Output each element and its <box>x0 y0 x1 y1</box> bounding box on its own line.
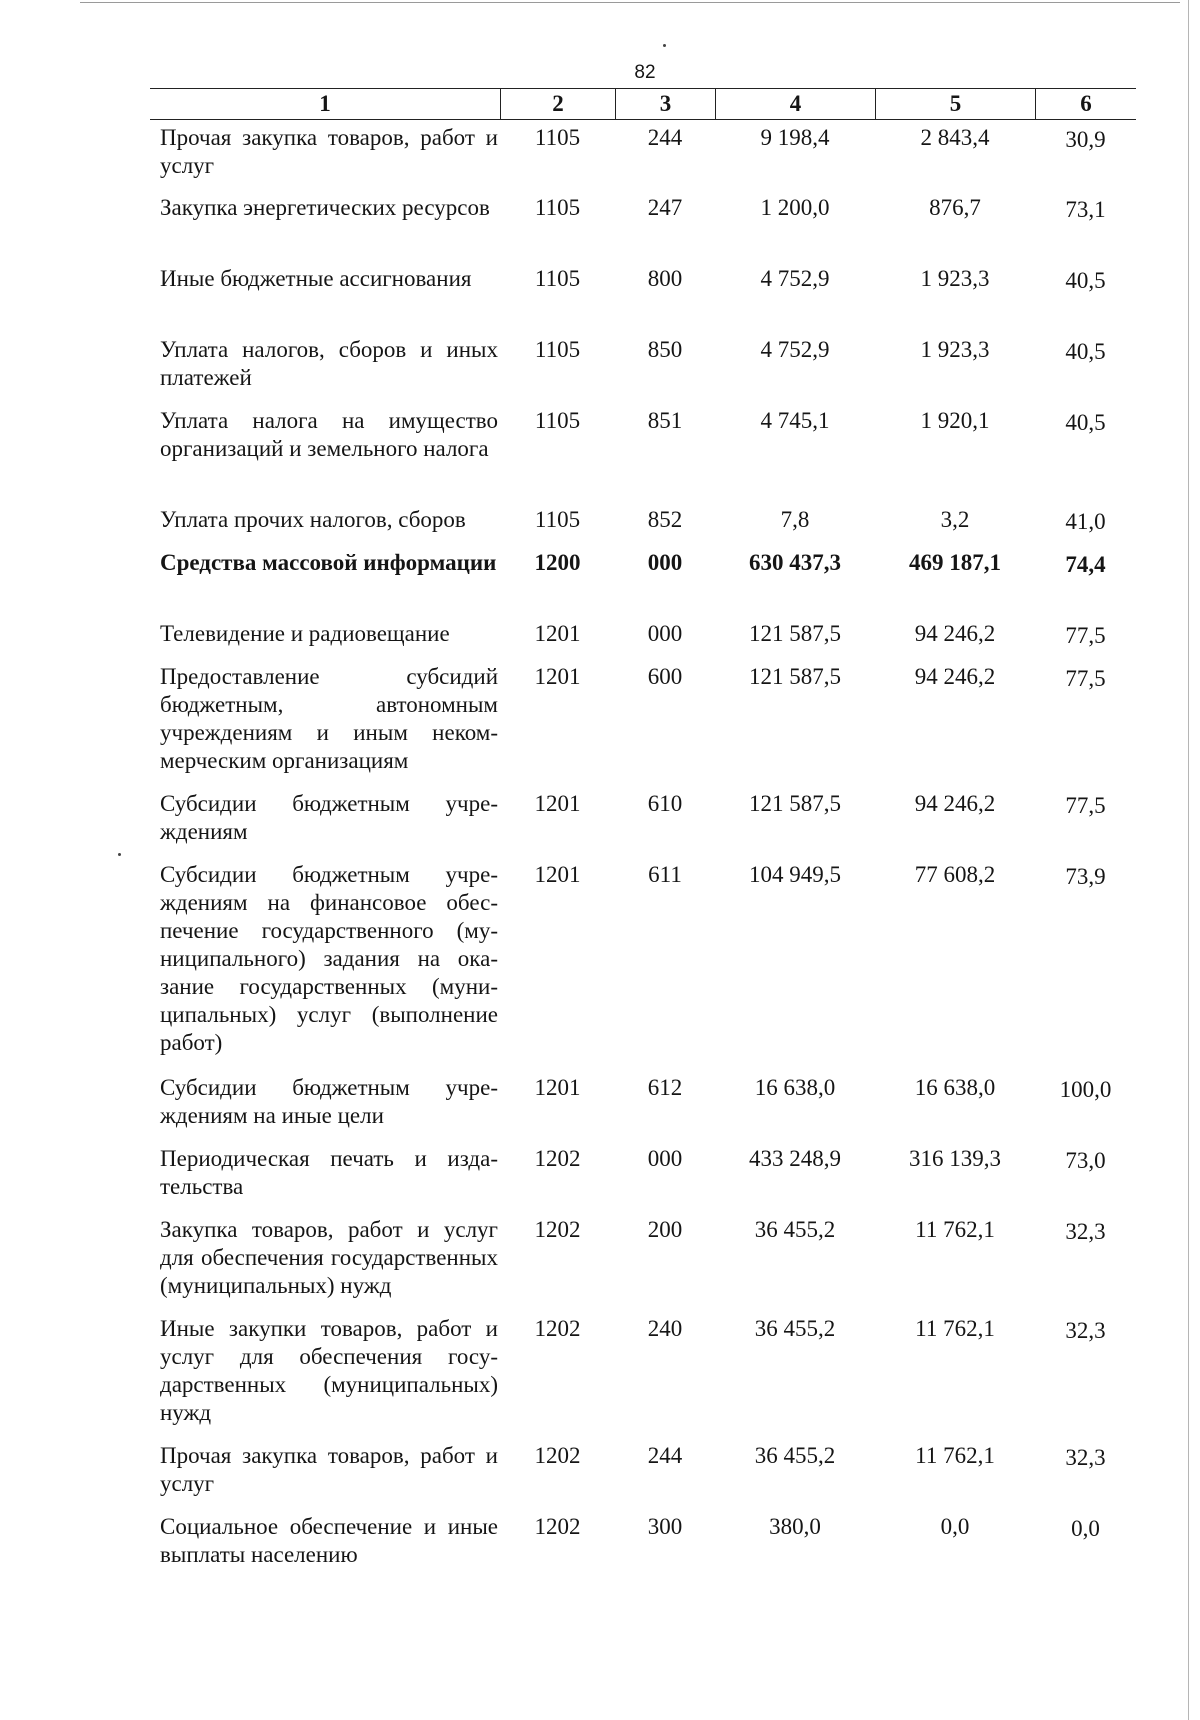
row-actual-amount: 94 246,2 <box>914 664 996 689</box>
row-percent: 74,4 <box>1065 552 1106 577</box>
row-plan-amount: 121 587,5 <box>749 791 841 816</box>
row-section-code: 1105 <box>534 507 581 532</box>
row-expense-type: 611 <box>648 862 682 887</box>
row-plan-amount: 36 455,2 <box>754 1443 836 1468</box>
row-percent: 32,3 <box>1065 1445 1106 1470</box>
row-section-code: 1201 <box>534 664 581 689</box>
row-percent: 0,0 <box>1071 1516 1100 1541</box>
row-section-code: 1201 <box>534 791 581 816</box>
row-actual-amount: 3,2 <box>940 507 970 532</box>
row-actual-amount: 1 920,1 <box>920 408 990 433</box>
row-plan-amount: 9 198,4 <box>760 125 830 150</box>
row-plan-amount: 121 587,5 <box>749 621 841 646</box>
row-expense-type: 240 <box>647 1316 683 1341</box>
row-name: Предоставление субсидий бюджетным, автономным учреждениям и иным некоммерческим организациям <box>160 664 498 773</box>
row-percent: 40,5 <box>1065 268 1106 293</box>
row-name: Иные закупки товаров, работ и услуг для обеспечения государственных (муниципальных) нужд <box>160 1316 498 1425</box>
row-actual-amount: 316 139,3 <box>909 1146 1001 1171</box>
row-actual-amount: 11 762,1 <box>915 1217 995 1242</box>
row-plan-amount: 4 745,1 <box>760 408 830 433</box>
row-percent: 32,3 <box>1065 1318 1106 1343</box>
row-actual-amount: 469 187,1 <box>909 550 1001 575</box>
row-name: Субсидии бюджетным учреждениям <box>160 791 498 844</box>
row-name: Уплата прочих налогов, сборов <box>160 507 466 532</box>
budget-table <box>150 88 1136 1567</box>
row-expense-type: 000 <box>647 550 683 575</box>
row-percent: 77,5 <box>1065 793 1106 818</box>
row-section-code: 1105 <box>534 266 581 291</box>
row-percent: 32,3 <box>1065 1219 1106 1244</box>
row-name: Уплата налога на имущество организаций и земельного налога <box>160 408 498 461</box>
row-percent: 100,0 <box>1059 1077 1112 1102</box>
row-expense-type: 200 <box>647 1217 683 1242</box>
row-percent: 77,5 <box>1065 666 1106 691</box>
row-expense-type: 300 <box>647 1514 683 1539</box>
row-expense-type: 850 <box>647 337 683 362</box>
column-header: 6 <box>1035 89 1136 119</box>
row-section-code: 1201 <box>534 1075 581 1100</box>
row-actual-amount: 1 923,3 <box>920 337 990 362</box>
row-name: Прочая закупка товаров, работ и услуг <box>160 125 498 178</box>
row-expense-type: 800 <box>647 266 683 291</box>
column-header: 3 <box>615 89 715 119</box>
row-actual-amount: 0,0 <box>940 1514 970 1539</box>
scan-edge-right <box>1188 0 1189 1720</box>
column-header: 5 <box>875 89 1035 119</box>
row-expense-type: 612 <box>647 1075 683 1100</box>
scan-speck <box>663 44 666 47</box>
row-actual-amount: 16 638,0 <box>914 1075 996 1100</box>
row-actual-amount: 94 246,2 <box>914 621 996 646</box>
row-plan-amount: 433 248,9 <box>749 1146 841 1171</box>
row-expense-type: 600 <box>647 664 683 689</box>
row-section-code: 1202 <box>534 1443 581 1468</box>
row-percent: 73,0 <box>1065 1148 1106 1173</box>
row-plan-amount: 630 437,3 <box>749 550 841 575</box>
row-name: Иные бюджетные ассигнования <box>160 266 472 291</box>
row-name: Закупка энергетических ресурсов <box>160 195 490 220</box>
row-section-code: 1105 <box>534 195 581 220</box>
row-expense-type: 610 <box>647 791 683 816</box>
row-plan-amount: 380,0 <box>769 1514 821 1539</box>
row-section-code: 1200 <box>534 550 581 575</box>
row-name: Закупка товаров, работ и услуг для обеспечения государственных (муниципальных) нужд <box>160 1217 498 1298</box>
row-section-code: 1105 <box>534 408 581 433</box>
row-expense-type: 247 <box>647 195 683 220</box>
row-name: Прочая закупка товаров, работ и услуг <box>160 1443 498 1496</box>
row-section-code: 1202 <box>534 1514 581 1539</box>
row-actual-amount: 1 923,3 <box>920 266 990 291</box>
row-expense-type: 851 <box>647 408 683 433</box>
row-actual-amount: 77 608,2 <box>914 862 996 887</box>
row-plan-amount: 4 752,9 <box>760 337 830 362</box>
row-percent: 73,1 <box>1065 197 1106 222</box>
scan-speck <box>118 853 121 856</box>
row-actual-amount: 11 762,1 <box>915 1443 995 1468</box>
row-section-code: 1202 <box>534 1217 581 1242</box>
row-plan-amount: 1 200,0 <box>760 195 830 220</box>
row-section-code: 1105 <box>534 125 581 150</box>
column-header: 1 <box>319 91 331 116</box>
row-actual-amount: 11 762,1 <box>915 1316 995 1341</box>
row-section-code: 1201 <box>534 862 581 887</box>
row-section-code: 1105 <box>534 337 581 362</box>
row-actual-amount: 94 246,2 <box>914 791 996 816</box>
page-number: 82 <box>634 62 656 83</box>
row-percent: 77,5 <box>1065 623 1106 648</box>
row-name: Социальное обеспечение и иные выплаты населению <box>160 1514 498 1567</box>
row-section-code: 1202 <box>534 1146 581 1171</box>
row-section-code: 1202 <box>534 1316 581 1341</box>
row-plan-amount: 104 949,5 <box>749 862 841 887</box>
row-expense-type: 244 <box>647 125 683 150</box>
row-actual-amount: 2 843,4 <box>920 125 990 150</box>
row-percent: 40,5 <box>1065 339 1106 364</box>
row-plan-amount: 121 587,5 <box>749 664 841 689</box>
row-section-code: 1201 <box>534 621 581 646</box>
row-name: Уплата налогов, сборов и иных платежей <box>160 337 498 390</box>
row-plan-amount: 16 638,0 <box>754 1075 836 1100</box>
column-header: 2 <box>500 89 615 119</box>
table-header-row <box>150 88 1136 120</box>
row-percent: 73,9 <box>1065 864 1106 889</box>
row-expense-type: 000 <box>647 1146 683 1171</box>
row-percent: 30,9 <box>1065 127 1106 152</box>
row-plan-amount: 36 455,2 <box>754 1316 836 1341</box>
row-expense-type: 244 <box>647 1443 683 1468</box>
row-name: Субсидии бюджетным учреждениям на иные цели <box>160 1075 498 1128</box>
row-plan-amount: 36 455,2 <box>754 1217 836 1242</box>
row-name: Субсидии бюджетным учреждениям на финансовое обеспечение государственного (муниципального) задания на оказание государственных (муниципальных) услуг (выполнение работ) <box>160 862 498 1055</box>
row-plan-amount: 4 752,9 <box>760 266 830 291</box>
row-name: Средства массовой информации <box>160 550 497 575</box>
row-actual-amount: 876,7 <box>929 195 981 220</box>
column-header: 4 <box>715 89 875 119</box>
scan-edge-top <box>80 2 1180 3</box>
row-name: Телевидение и радиовещание <box>160 621 450 646</box>
row-expense-type: 000 <box>647 621 683 646</box>
row-percent: 41,0 <box>1065 509 1106 534</box>
row-percent: 40,5 <box>1065 410 1106 435</box>
row-plan-amount: 7,8 <box>780 507 810 532</box>
row-name: Периодическая печать и издательства <box>160 1146 498 1199</box>
row-expense-type: 852 <box>647 507 683 532</box>
